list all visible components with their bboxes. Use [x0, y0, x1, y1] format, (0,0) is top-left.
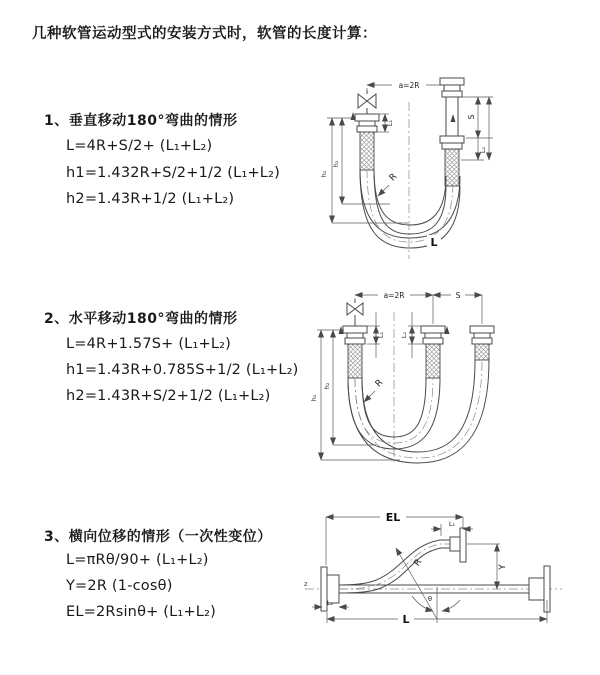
left-hose-braid	[348, 344, 362, 378]
right-pipe	[446, 97, 458, 136]
section-1-formula-h2: h2=1.43R+1/2 (L₁+L₂)	[66, 191, 235, 207]
section-1-formula-l: L=4R+S/2+ (L₁+L₂)	[66, 138, 213, 154]
right-flange-upper	[440, 78, 464, 97]
dim-l2	[400, 312, 422, 358]
dim-label-r: R	[412, 557, 425, 569]
dim-label-el: EL	[385, 511, 401, 524]
section-2-heading: 2、水平移动180°弯曲的情形	[44, 311, 238, 327]
dim-label-l1: L₁	[377, 331, 385, 339]
dim-label-h2: h₂	[323, 382, 331, 390]
right-flange-lower	[440, 136, 464, 149]
left-flange	[355, 114, 379, 132]
section-2-formula-h2: h2=1.43R+S/2+1/2 (L₁+L₂)	[66, 388, 271, 404]
right-flange	[470, 326, 494, 344]
centerline-z-label: z	[304, 580, 308, 588]
up-arrow-right	[451, 114, 456, 122]
u-bend-centerline-displaced	[355, 360, 482, 458]
right-hose-braid	[445, 149, 459, 186]
dim-label-r: R	[373, 377, 386, 390]
diagram-vertical-180-bend	[308, 68, 570, 264]
diagram-lateral-displacement	[300, 502, 600, 670]
page-title: 几种软管运动型式的安装方式时，软管的长度计算：	[32, 26, 377, 42]
section-3-formula-el: EL=2Rsinθ+ (L₁+L₂)	[66, 604, 216, 620]
dim-l1	[367, 312, 385, 358]
dim-label-h1: h₁	[310, 394, 318, 402]
section-3-formula-y: Y=2R (1-cosθ)	[66, 578, 173, 594]
dim-s-l2	[460, 97, 493, 160]
dim-label-l2: L₂	[400, 331, 408, 339]
middle-hose-braid	[426, 344, 440, 378]
dim-l1-top	[431, 520, 473, 536]
section-1-formula-h1: h1=1.432R+S/2+1/2 (L₁+L₂)	[66, 165, 280, 181]
dim-el	[326, 510, 463, 565]
right-hose-braid	[475, 344, 489, 360]
dim-label-l1-top: L₁	[448, 520, 456, 528]
radius-callout	[364, 378, 385, 402]
dim-label-l-total: L	[402, 613, 410, 626]
dim-a2r-s	[355, 289, 482, 324]
dim-a2r	[367, 79, 452, 93]
dim-label-a2r: a=2R	[383, 291, 405, 300]
dim-label-h2: h₂	[332, 160, 340, 168]
u-bend-hose-displaced	[348, 360, 489, 463]
diagram-horizontal-180-bend	[308, 282, 574, 468]
section-2-formula-l: L=4R+1.57S+ (L₁+L₂)	[66, 336, 231, 352]
dim-label-y: Y	[498, 564, 508, 570]
dim-label-l1-bottom: L₁	[326, 599, 334, 607]
dim-label-l1: L₁	[386, 119, 394, 127]
dim-label-l-total: L	[430, 236, 438, 249]
dim-y	[467, 544, 508, 589]
dim-label-a2r: a=2R	[398, 81, 420, 90]
dim-label-r: R	[387, 171, 400, 184]
s-curve-hose	[339, 528, 466, 593]
section-3-heading: 3、横向位移的情形（一次性变位）	[44, 529, 272, 545]
left-flange	[343, 326, 367, 344]
valve-icon	[358, 90, 376, 114]
radius-callout	[378, 172, 399, 196]
dim-label-theta: θ	[428, 595, 432, 603]
dim-label-s: S	[467, 114, 476, 120]
left-hose-braid	[360, 132, 374, 170]
dim-label-h1: h₁	[320, 170, 328, 178]
dim-label-s: S	[455, 291, 461, 300]
valve-icon	[347, 300, 363, 326]
dim-label-l2: L₂	[479, 146, 487, 154]
section-1-heading: 1、垂直移动180°弯曲的情形	[44, 113, 238, 129]
middle-flange	[421, 326, 445, 344]
section-3-formula-l: L=πRθ/90+ (L₁+L₂)	[66, 552, 209, 568]
dim-l1-bottom	[312, 599, 349, 607]
section-2-formula-h1: h1=1.43R+0.785S+1/2 (L₁+L₂)	[66, 362, 299, 378]
